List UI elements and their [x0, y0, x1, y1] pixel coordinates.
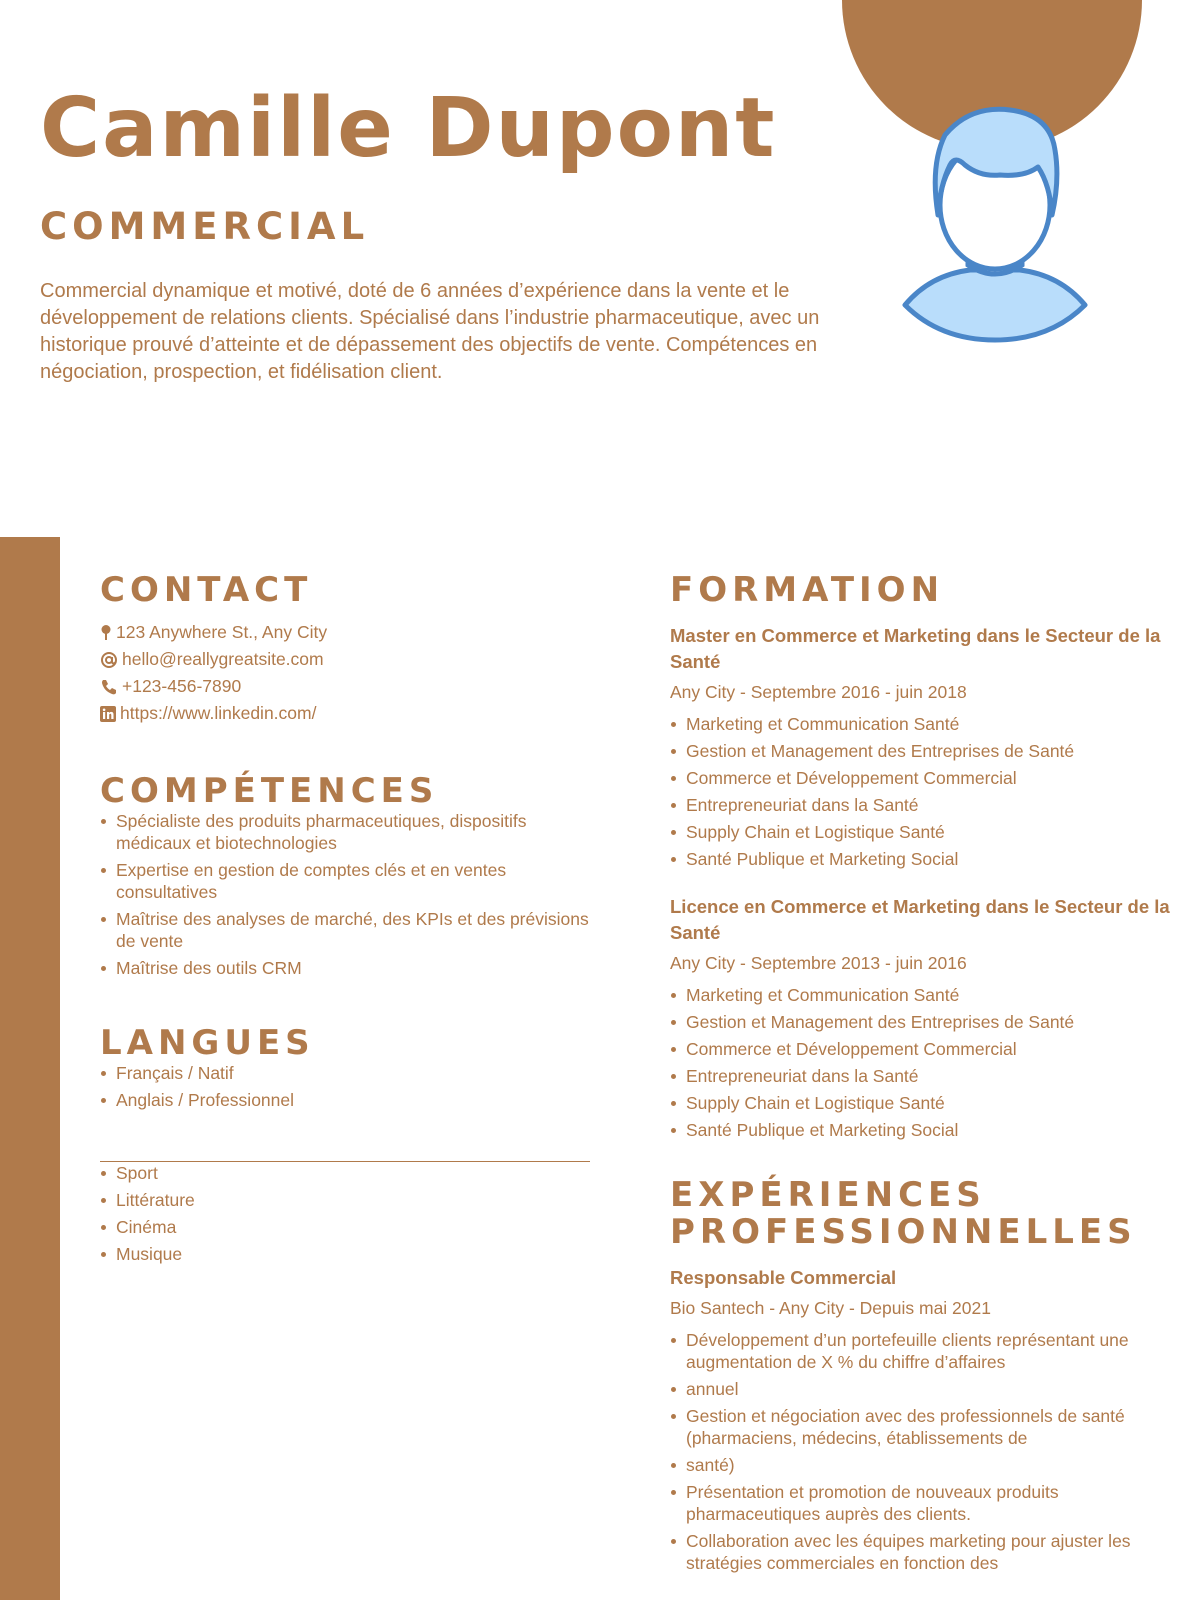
language-item: Anglais / Professionnel — [100, 1089, 600, 1111]
course-item: Commerce et Développement Commercial — [670, 1038, 1170, 1060]
job-task-item: annuel — [670, 1378, 1170, 1400]
skill-item: Expertise en gestion de comptes clés et en ventes consultatives — [100, 859, 600, 903]
job-tasks-list — [670, 1329, 1170, 1574]
course-item: Gestion et Management des Entreprises de Santé — [670, 740, 1170, 762]
phone-icon — [100, 678, 118, 696]
course-item: Supply Chain et Logistique Santé — [670, 1092, 1170, 1114]
course-item: Marketing et Communication Santé — [670, 984, 1170, 1006]
job-title: Responsable Commercial — [670, 1267, 897, 1288]
course-item: Commerce et Développement Commercial — [670, 767, 1170, 789]
degree-master — [670, 623, 1170, 870]
job-task-item: Présentation et promotion de nouveaux produits pharmaceutiques auprès des clients. — [670, 1481, 1170, 1525]
hobby-item: Littérature — [100, 1189, 600, 1211]
job-role: COMMERCIAL — [40, 205, 370, 248]
contact-email[interactable] — [100, 646, 600, 673]
hobby-item: Cinéma — [100, 1216, 600, 1238]
email-text[interactable]: hello@reallygreatsite.com — [122, 649, 324, 669]
degree-licence — [670, 894, 1170, 1141]
right-column — [670, 572, 1170, 1579]
education-heading: FORMATION — [670, 570, 945, 610]
course-item: Entrepreneuriat dans la Santé — [670, 794, 1170, 816]
course-item: Gestion et Management des Entreprises de Santé — [670, 1011, 1170, 1033]
skill-item: Spécialiste des produits pharmaceutiques, dispositifs médicaux et biotechnologies — [100, 810, 600, 854]
avatar-placeholder-icon — [900, 105, 1090, 345]
contact-linkedin[interactable] — [100, 700, 600, 727]
at-sign-icon — [100, 651, 118, 669]
linkedin-link[interactable]: https://www.linkedin.com/ — [120, 703, 317, 723]
skills-heading: COMPÉTENCES — [100, 771, 439, 811]
experience-heading — [670, 1177, 1170, 1251]
degree-courses-list — [670, 984, 1170, 1141]
left-column — [100, 572, 600, 1270]
languages-heading: LANGUES — [100, 1023, 315, 1063]
skill-item: Maîtrise des analyses de marché, des KPIs et des prévisions de vente — [100, 908, 600, 952]
course-item: Santé Publique et Marketing Social — [670, 1119, 1170, 1141]
hobbies-list — [100, 1162, 600, 1265]
degree-title: Licence en Commerce et Marketing dans le Secteur de la Santé — [670, 896, 1170, 943]
job-task-item: santé) — [670, 1454, 1170, 1476]
contact-heading: CONTACT — [100, 570, 313, 610]
hobby-item: Musique — [100, 1243, 600, 1265]
location-pin-icon — [100, 624, 112, 641]
course-item: Santé Publique et Marketing Social — [670, 848, 1170, 870]
language-item: Français / Natif — [100, 1062, 600, 1084]
contact-address — [100, 619, 600, 646]
job-task-item: Collaboration avec les équipes marketing pour ajuster les stratégies commerciales en fonction des — [670, 1530, 1170, 1574]
degree-title: Master en Commerce et Marketing dans le Secteur de la Santé — [670, 625, 1161, 672]
candidate-name: Camille Dupont — [40, 81, 777, 176]
skill-item: Maîtrise des outils CRM — [100, 957, 600, 979]
languages-list — [100, 1062, 600, 1111]
degree-meta: Any City - Septembre 2013 - juin 2016 — [670, 953, 967, 973]
contact-list — [100, 619, 600, 727]
linkedin-icon — [100, 706, 116, 722]
contact-phone[interactable] — [100, 673, 600, 700]
phone-text[interactable]: +123-456-7890 — [122, 676, 242, 696]
degree-meta: Any City - Septembre 2016 - juin 2018 — [670, 682, 967, 702]
left-accent-bar — [0, 537, 60, 1600]
skills-list — [100, 810, 600, 979]
profile-summary: Commercial dynamique et motivé, doté de 6 années d’expérience dans la vente et le développement de relations clients. Spécialisé dans l’industrie pharmaceutique, avec un historique prouvé d’atteinte et de dépassement des objectifs de vente. Compétences en négociation, prospection, et fidélisation client. — [40, 280, 820, 383]
course-item: Supply Chain et Logistique Santé — [670, 821, 1170, 843]
course-item: Entrepreneuriat dans la Santé — [670, 1065, 1170, 1087]
degree-courses-list — [670, 713, 1170, 870]
hobby-item: Sport — [100, 1162, 600, 1184]
experience-heading-line1: EXPÉRIENCES — [670, 1175, 986, 1215]
address-text: 123 Anywhere St., Any City — [116, 622, 328, 642]
job-task-item: Gestion et négociation avec des professionnels de santé (pharmaciens, médecins, établissements de — [670, 1405, 1170, 1449]
job-meta: Bio Santech - Any City - Depuis mai 2021 — [670, 1298, 991, 1318]
experience-heading-line2: PROFESSIONNELLES — [670, 1212, 1137, 1252]
job-task-item: Développement d’un portefeuille clients représentant une augmentation de X % du chiffre d’affaires — [670, 1329, 1170, 1373]
course-item: Marketing et Communication Santé — [670, 713, 1170, 735]
